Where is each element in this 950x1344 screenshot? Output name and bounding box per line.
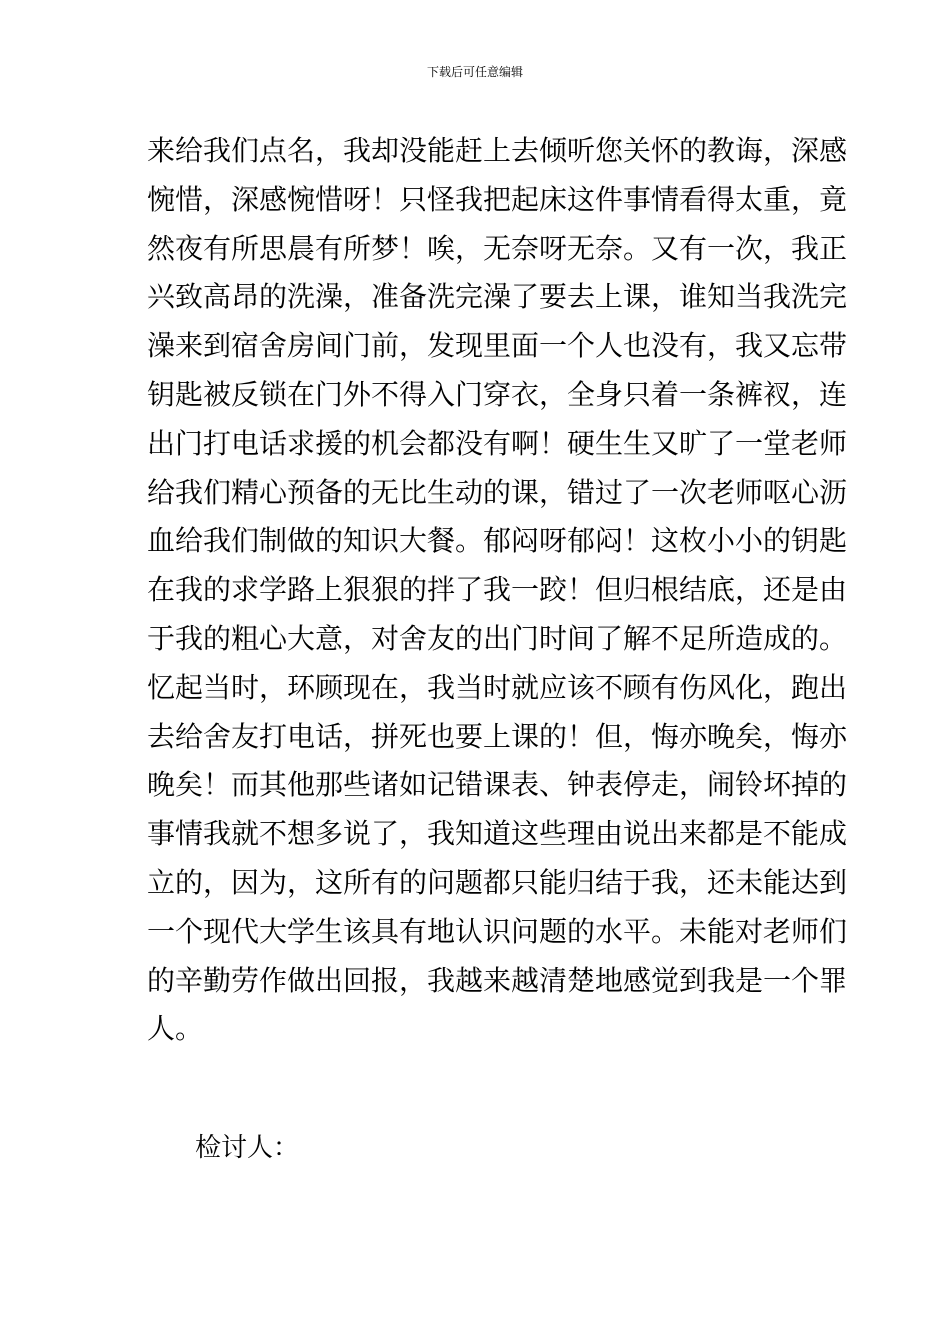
body-line: 晚矣！而其他那些诸如记错课表、钟表停走，闹铃坏掉的 [147, 768, 848, 802]
body-line: 澡来到宿舍房间门前，发现里面一个人也没有，我又忘带 [147, 329, 848, 363]
body-line: 在我的求学路上狠狠的拌了我一跤！但归根结底，还是由 [147, 573, 848, 607]
body-line: 于我的粗心大意，对舍友的出门时间了解不足所造成的。 [147, 621, 848, 655]
body-line: 出门打电话求援的机会都没有啊！硬生生又旷了一堂老师 [147, 426, 848, 460]
body-line: 给我们精心预备的无比生动的课，错过了一次老师呕心沥 [147, 475, 848, 509]
body-line: 的辛勤劳作做出回报，我越来越清楚地感觉到我是一个罪 [147, 963, 848, 997]
body-line: 兴致高昂的洗澡，准备洗完澡了要去上课，谁知当我洗完 [147, 280, 848, 314]
body-line: 事情我就不想多说了，我知道这些理由说出来都是不能成 [147, 817, 848, 851]
body-line: 忆起当时，环顾现在，我当时就应该不顾有伤风化，跑出 [147, 670, 848, 704]
body-line: 血给我们制做的知识大餐。郁闷呀郁闷！这枚小小的钥匙 [147, 524, 848, 558]
body-text [147, 127, 848, 1054]
body-line: 惋惜，深感惋惜呀！只怪我把起床这件事情看得太重，竟 [147, 182, 848, 216]
body-line: 一个现代大学生该具有地认识问题的水平。未能对老师们 [147, 914, 848, 948]
body-line: 立的，因为，这所有的问题都只能归结于我，还未能达到 [147, 865, 848, 899]
signature-label: 检讨人： [195, 1133, 300, 1163]
body-line: 来给我们点名，我却没能赶上去倾听您关怀的教诲，深感 [147, 134, 848, 167]
page-header: 下载后可任意编辑 [426, 65, 523, 79]
body-line: 钥匙被反锁在门外不得入门穿衣，全身只着一条裤衩，连 [147, 377, 848, 411]
body-line: 去给舍友打电话，拼死也要上课的！但，悔亦晚矣，悔亦 [147, 719, 848, 753]
body-line: 然夜有所思晨有所梦！唉，无奈呀无奈。又有一次，我正 [147, 231, 848, 265]
body-line: 人。 [147, 1012, 204, 1046]
